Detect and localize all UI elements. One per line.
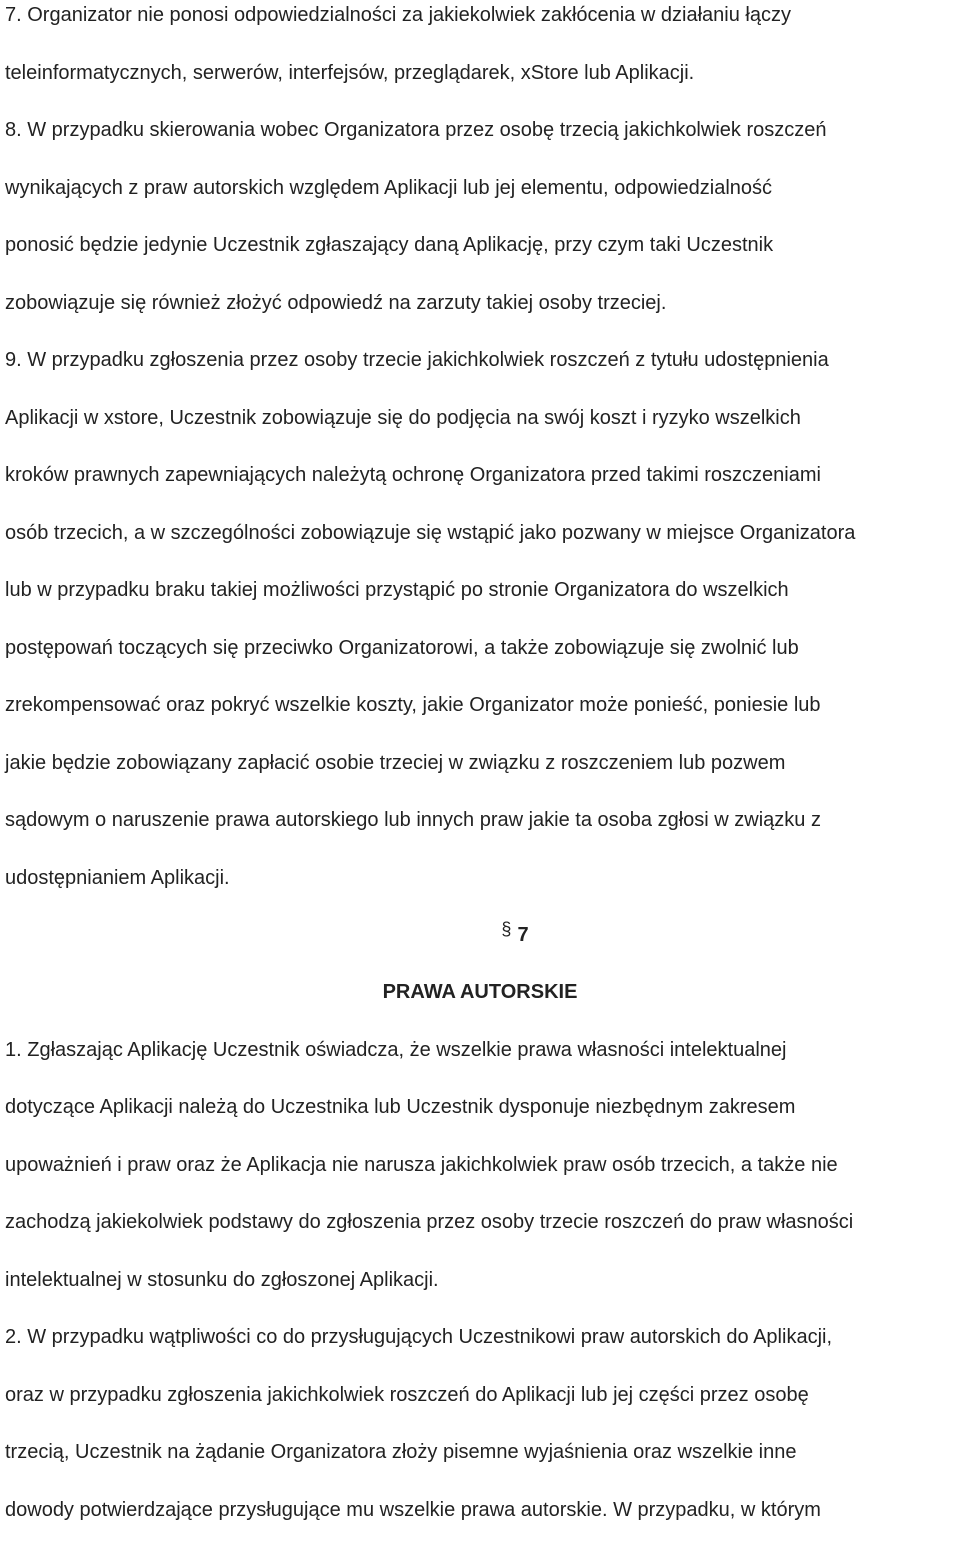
section-number [5,920,955,977]
text-line: lub w przypadku braku takiej możliwości przystąpić po stronie Organizatora do wszelkich [5,575,955,633]
text-line: ponosić będzie jedynie Uczestnik zgłaszający daną Aplikację, przy czym taki Uczestnik [5,230,955,288]
text-line: zobowiązuje się również złożyć odpowiedź na zarzuty takiej osoby trzeciej. [5,288,955,346]
text-line: 1. Zgłaszając Aplikację Uczestnik oświadcza, że wszelkie prawa własności intelektualnej [5,1035,955,1093]
document-page [5,0,955,1552]
text-line: zrekompensować oraz pokryć wszelkie koszty, jakie Organizator może ponieść, poniesie lub [5,690,955,748]
text-line: dotyczące Aplikacji należą do Uczestnika lub Uczestnik dysponuje niezbędnym zakresem [5,1092,955,1150]
text-line: Aplikacji w xstore, Uczestnik zobowiązuje się do podjęcia na swój koszt i ryzyko wszelkich [5,403,955,461]
text-line: kroków prawnych zapewniających należytą ochronę Organizatora przed takimi roszczeniami [5,460,955,518]
text-line: zachodzą jakiekolwiek podstawy do zgłoszenia przez osoby trzecie roszczeń do praw własności [5,1207,955,1265]
section-sign: § [501,919,511,939]
section-7-point-2 [5,1322,955,1552]
text-line: dowody potwierdzające przysługujące mu wszelkie prawa autorskie. W przypadku, w którym [5,1495,955,1552]
text-line: sądowym o naruszenie prawa autorskiego lub innych praw jakie ta osoba zgłosi w związku z [5,805,955,863]
text-line: teleinformatycznych, serwerów, interfejsów, przeglądarek, xStore lub Aplikacji. [5,58,955,116]
text-line: trzecią, Uczestnik na żądanie Organizatora złoży pisemne wyjaśnienia oraz wszelkie inne [5,1437,955,1495]
text-line: wynikających z praw autorskich względem Aplikacji lub jej elementu, odpowiedzialność [5,173,955,231]
text-line: intelektualnej w stosunku do zgłoszonej Aplikacji. [5,1265,955,1323]
text-line: postępowań toczących się przeciwko Organizatorowi, a także zobowiązuje się zwolnić lub [5,633,955,691]
text-line: udostępnianiem Aplikacji. [5,863,955,921]
section-7-point-1 [5,1035,955,1323]
text-line: 8. W przypadku skierowania wobec Organizatora przez osobę trzecią jakichkolwiek roszczeń [5,115,955,173]
paragraph-8 [5,115,955,345]
paragraph-9 [5,345,955,920]
text-line: jakie będzie zobowiązany zapłacić osobie trzeciej w związku z roszczeniem lub pozwem [5,748,955,806]
text-line: 2. W przypadku wątpliwości co do przysługujących Uczestnikowi praw autorskich do Aplikacji, [5,1322,955,1380]
text-line: osób trzecich, a w szczególności zobowiązuje się wstąpić jako pozwany w miejsce Organizatora [5,518,955,576]
section-title: PRAWA AUTORSKIE [5,977,955,1035]
text-line: upoważnień i praw oraz że Aplikacja nie narusza jakichkolwiek praw osób trzecich, a także nie [5,1150,955,1208]
text-line: 9. W przypadku zgłoszenia przez osoby trzecie jakichkolwiek roszczeń z tytułu udostępnienia [5,345,955,403]
paragraph-7 [5,0,955,115]
section-number-value: 7 [517,924,528,946]
text-line: 7. Organizator nie ponosi odpowiedzialności za jakiekolwiek zakłócenia w działaniu łączy [5,0,955,58]
text-line: oraz w przypadku zgłoszenia jakichkolwiek roszczeń do Aplikacji lub jej części przez osobę [5,1380,955,1438]
